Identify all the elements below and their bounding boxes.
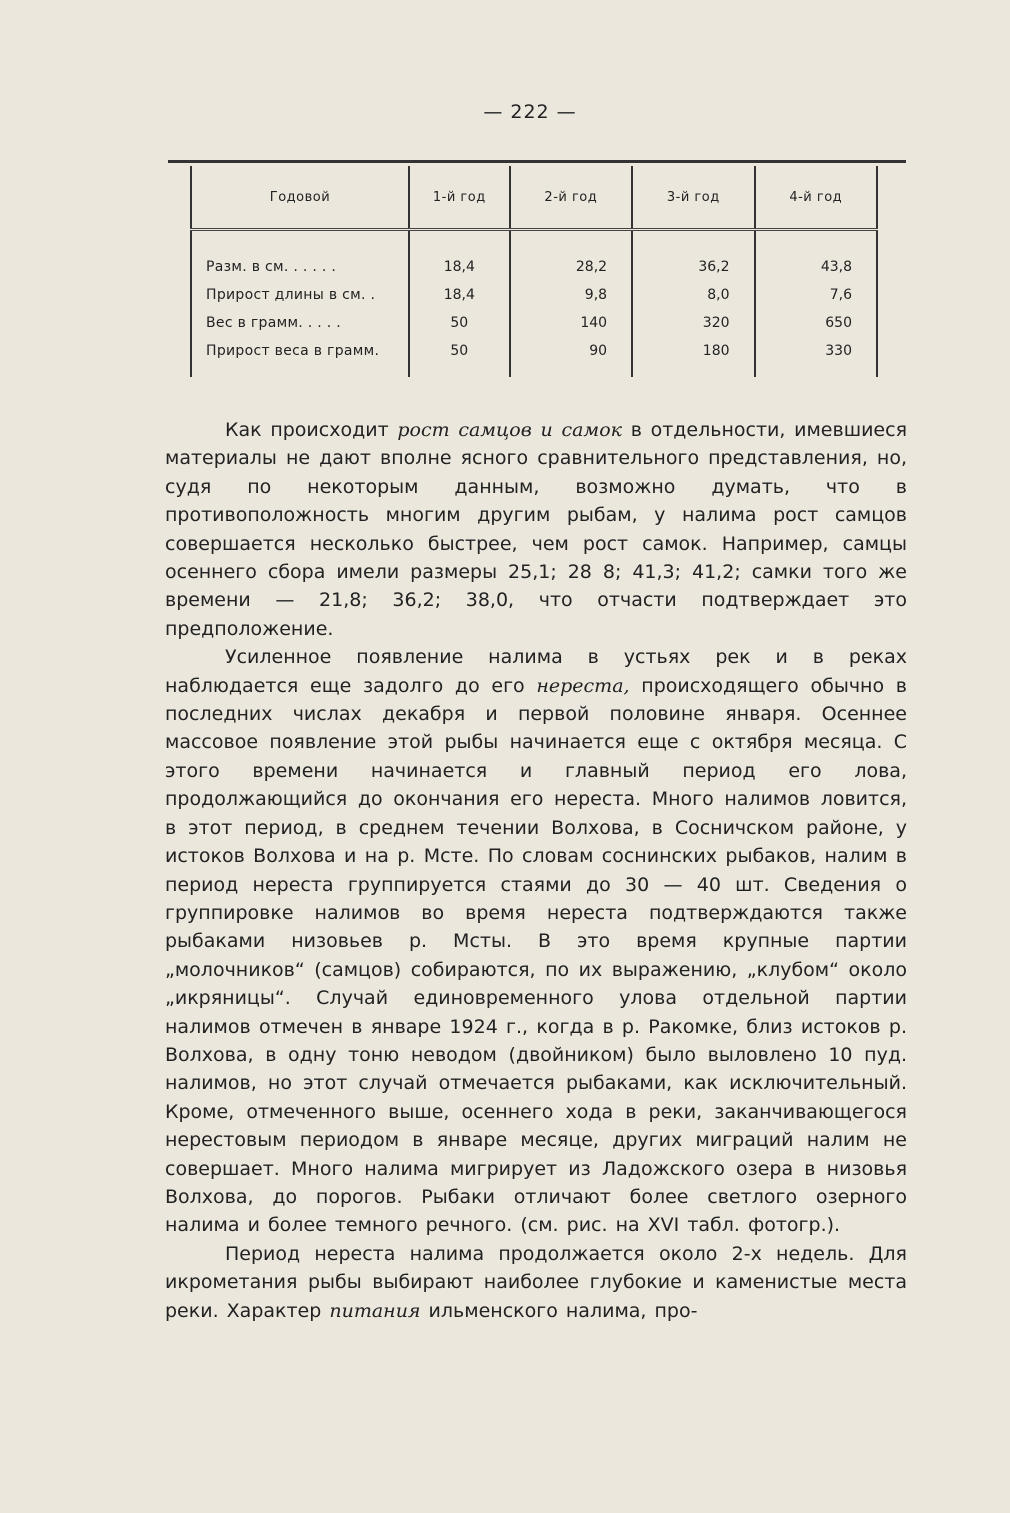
table-cell: 50: [409, 309, 510, 337]
table-cell: 18,4: [409, 253, 510, 281]
table-spacer-row: [191, 230, 877, 254]
table-cell: 7,6: [755, 281, 877, 309]
table-cell: 320: [632, 309, 754, 337]
table-cell: 650: [755, 309, 877, 337]
table-cell: 9,8: [510, 281, 632, 309]
emphasis-growth: рост самцов и самок: [397, 419, 622, 441]
table-cell: 90: [510, 337, 632, 365]
header-year-2: 2-й год: [510, 166, 632, 230]
table-cell: 140: [510, 309, 632, 337]
growth-table-block: [168, 160, 906, 377]
growth-table: [190, 166, 878, 377]
table-top-rule: [168, 160, 906, 163]
row-label: Прирост веса в грамм.: [191, 337, 409, 365]
row-label: Вес в грамм. . . . .: [191, 309, 409, 337]
header-annual: Годовой: [191, 166, 409, 230]
table-cell: 8,0: [632, 281, 754, 309]
table-cell: 18,4: [409, 281, 510, 309]
body-text: [165, 416, 907, 1325]
paragraph-period: Период нереста налима продолжается около 2-х недель. Для икрометания рыбы выбирают наиболее глубокие и каменистые места реки. Характер питания ильменского налима, про-: [165, 1242, 907, 1322]
table-row: [191, 309, 877, 337]
table-header-row: [191, 166, 877, 230]
emphasis-feeding: питания: [329, 1299, 421, 1322]
emphasis-spawning: нереста,: [536, 674, 630, 697]
row-label: Прирост длины в см. .: [191, 281, 409, 309]
page-number: — 222 —: [483, 101, 577, 123]
table-row: [191, 337, 877, 365]
table-cell: 330: [755, 337, 877, 365]
header-year-1: 1-й год: [409, 166, 510, 230]
table-cell: 43,8: [755, 253, 877, 281]
table-cell: 50: [409, 337, 510, 365]
header-year-3: 3-й год: [632, 166, 754, 230]
table-cell: 36,2: [632, 253, 754, 281]
table-row: [191, 253, 877, 281]
paragraph-spawning: Усиленное появление налима в устьях рек и в реках наблюдается еще задолго до его нереста, происходящего обычно в последних числах декабря и первой половине января. Осеннее массовое появление этой рыбы начинается еще с октября месяца. С этого времени начинается и главный период его лова, продолжающийся до окончания его нереста. Много налимов ловится, в этот период, в среднем течении Волхова, в Сосничском районе, у истоков Волхова и на р. Мсте. По словам соснинских рыбаков, налим в период нереста группируется стаями до 30 — 40 шт. Сведения о группировке налимов во время нереста подтверждаются также рыбаками низовьев р. Мсты. В это время крупные партии „молочников“ (самцов) собираются, по их выражению, „клубом“ около „икряницы“. Случай единовременного улова отдельной партии налимов отмечен в январе 1924 г., когда в р. Ракомке, близ истоков р. Волхова, в одну тоню неводом (двойником) было выловлено 10 пуд. налимов, но этот случай отмечается рыбаками, как исключительный. Кроме, отмеченного выше, осеннего хода в реки, заканчивающегося нерестовым периодом в январе месяце, других миграций налим не совершает. Много налима мигрирует из Ладожского озера в низовья Волхова, до порогов. Рыбаки отличают более светлого озерного налима и более темного речного. (см. рис. на XVI табл. фотогр.).: [165, 646, 907, 1237]
table-bottom-row: [191, 365, 877, 377]
table-cell: 180: [632, 337, 754, 365]
header-year-4: 4-й год: [755, 166, 877, 230]
table-cell: 28,2: [510, 253, 632, 281]
table-row: [191, 281, 877, 309]
paragraph-growth: Как происходит рост самцов и самок в отдельности, имевшиеся материалы не дают вполне ясного сравнительного представления, но, судя по некоторым данным, возможно думать, что в противоположность многим другим рыбам, у налима рост самцов совершается несколько быстрее, чем рост самок. Например, самцы осеннего сбора имели размеры 25,1; 28 8; 41,3; 41,2; самки того же времени — 21,8; 36,2; 38,0, что отчасти подтверждает это предположение.: [165, 419, 907, 640]
row-label: Разм. в см. . . . . .: [191, 253, 409, 281]
